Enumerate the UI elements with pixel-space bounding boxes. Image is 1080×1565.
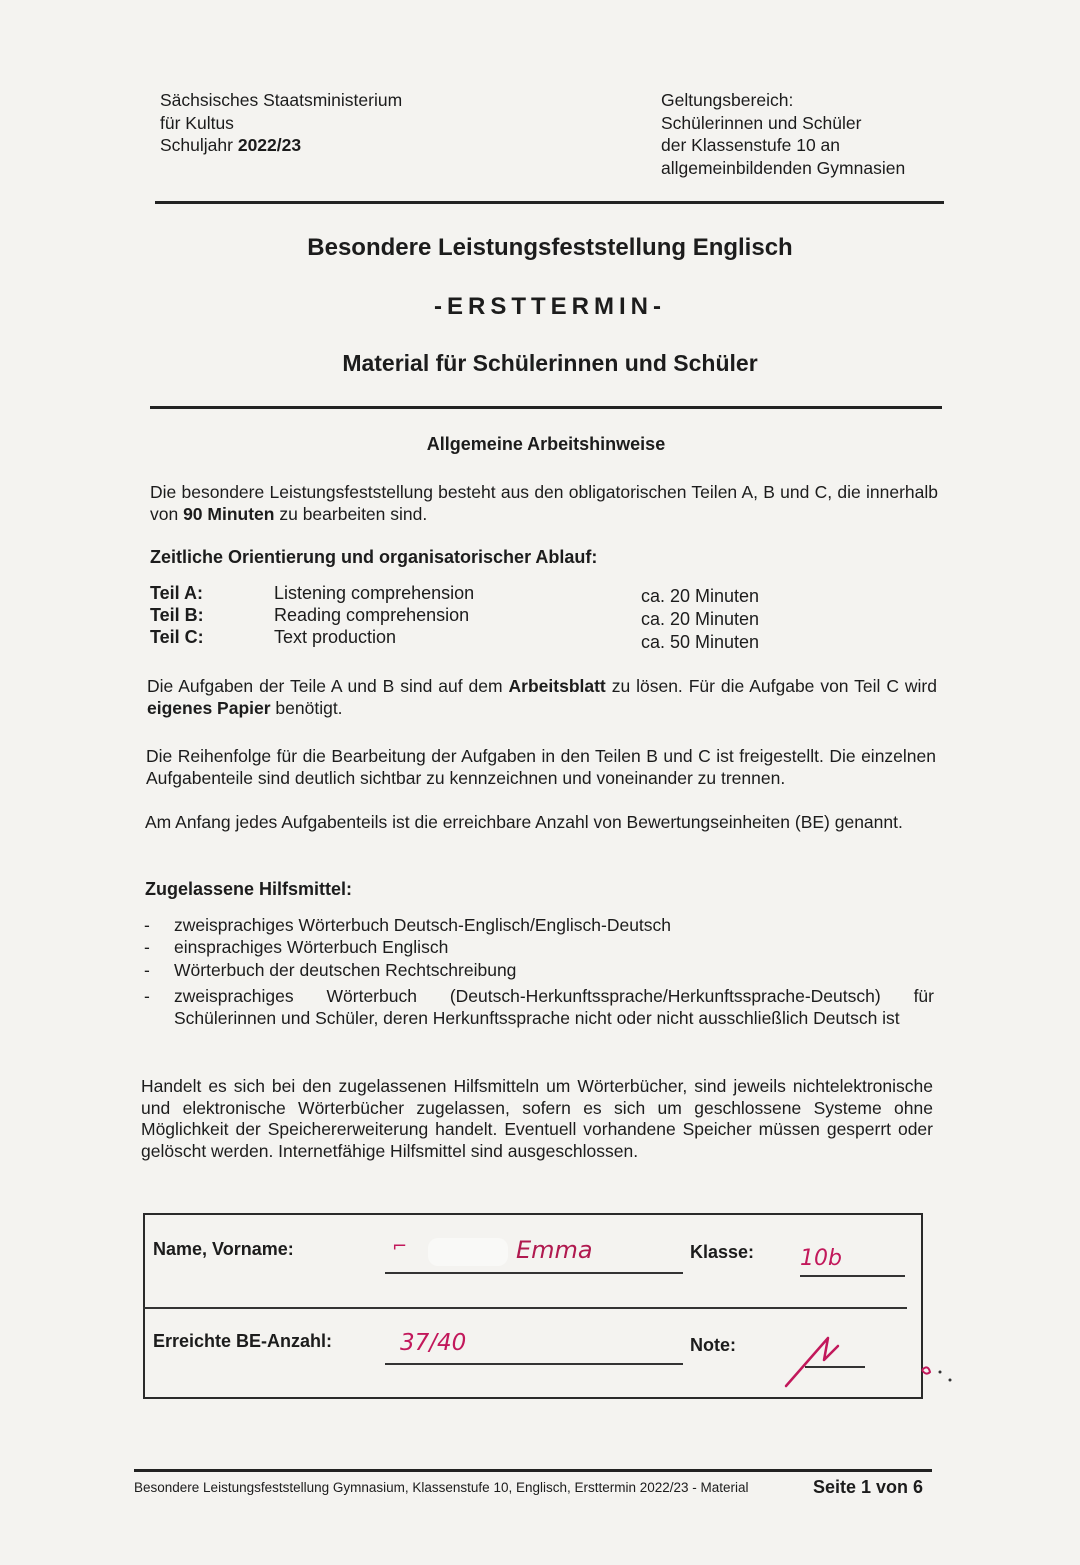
intro-paragraph: [150, 482, 938, 525]
page-number: Seite 1 von 6: [813, 1477, 924, 1497]
score-value[interactable]: 37/40: [400, 1330, 467, 1356]
aid-item-text: Wörterbuch der deutschen Rechtschreibung: [174, 960, 517, 980]
issuer-block: [160, 89, 402, 157]
aid-item: - einsprachiges Wörterbuch Englisch: [144, 937, 449, 957]
aid-item-text: zweisprachiges Wörterbuch Deutsch-Englisch/Englisch-Deutsch: [174, 915, 672, 935]
school-year: [160, 134, 402, 157]
schedule-part: Teil B:: [150, 605, 204, 625]
name-scribble-mark: ⌐: [392, 1236, 408, 1257]
worksheet-bold-1: Arbeitsblatt: [508, 676, 606, 696]
name-value[interactable]: Emma: [516, 1236, 593, 1264]
document-subtitle: Material für Schülerinnen und Schüler: [342, 350, 758, 376]
worksheet-bold-2: eigenes Papier: [147, 697, 271, 718]
worksheet-text-3: benötigt.: [270, 697, 343, 718]
aids-note-paragraph: Handelt es sich bei den zugelassenen Hilfsmitteln um Wörterbücher, sind jeweils nichtelektronische und elektronische Wörterbücher zugelassen, sofern es sich um geschlossene Systeme ohne Möglichkeit der Speichererweiterung handelt. Eventuell vorhandene Speicher müssen gesperrt oder gelöscht werden. Internetfähige Hilfsmittel sind ausgeschlossen.: [141, 1076, 933, 1161]
aid-item: - zweisprachiges Wörterbuch Deutsch-Englisch/Englisch-Deutsch: [144, 915, 672, 935]
instructions-heading: Allgemeine Arbeitshinweise: [426, 434, 666, 454]
schedule-part: Teil C:: [150, 627, 204, 647]
class-underline: [800, 1275, 905, 1277]
term-label: -ERSTTERMIN-: [434, 293, 666, 320]
redaction-mark: [428, 1238, 508, 1266]
schedule-task: Text production: [274, 627, 397, 647]
order-paragraph: Die Reihenfolge für die Bearbeitung der Aufgaben in den Teilen B und C ist freigestellt. Die einzelnen Aufgabenteile sind deutlich sichtbar zu kennzeichnen und voneinander zu trennen.: [146, 746, 936, 788]
aid-item-text: einsprachiges Wörterbuch Englisch: [174, 937, 449, 957]
name-underline: [385, 1272, 683, 1274]
schedule-heading: Zeitliche Orientierung und organisatorischer Ablauf:: [150, 547, 598, 567]
document-title: Besondere Leistungsfeststellung Englisch: [307, 234, 793, 261]
school-year-value: 2022/23: [237, 135, 302, 155]
intro-text-1: Die besondere Leistungsfeststellung besteht aus den obligatorischen Teilen A, B und C, die innerhalb von: [150, 482, 938, 524]
class-value[interactable]: 10b: [800, 1246, 842, 1271]
worksheet-text-2: zu lösen. Für die Aufgabe von Teil C wird: [605, 676, 937, 696]
duration-value: 90 Minuten: [183, 503, 275, 524]
grade-label: Note:: [690, 1335, 736, 1355]
schedule-time: ca. 20 Minuten: [641, 586, 760, 606]
box-divider: [143, 1307, 907, 1309]
worksheet-paragraph: [147, 676, 937, 719]
score-underline: [385, 1363, 683, 1365]
scope-line-2: Schülerinnen und Schüler: [661, 112, 862, 133]
margin-mark: [918, 1360, 958, 1390]
issuer-line-1: Sächsisches Staatsministerium: [160, 90, 403, 110]
be-paragraph: Am Anfang jedes Aufgabenteils ist die erreichbare Anzahl von Bewertungseinheiten (BE) genannt.: [145, 812, 903, 832]
schedule-task: Reading comprehension: [274, 605, 470, 625]
name-label: Name, Vorname:: [153, 1239, 294, 1259]
aids-heading: Zugelassene Hilfsmittel:: [145, 879, 353, 899]
score-label: Erreichte BE-Anzahl:: [153, 1331, 333, 1351]
aid-item: - Wörterbuch der deutschen Rechtschreibung: [144, 960, 517, 980]
footer-divider: [134, 1469, 932, 1472]
aid-item: - zweisprachiges Wörterbuch (Deutsch-Herkunftssprache/Herkunftssprache-Deutsch) für Schülerinnen und Schüler, deren Herkunftssprache nicht oder nicht ausschließlich Deutsch ist: [144, 986, 934, 1028]
schedule-time: ca. 20 Minuten: [641, 609, 760, 629]
schedule-task: Listening comprehension: [274, 583, 475, 603]
intro-text-2: zu bearbeiten sind.: [274, 503, 428, 524]
scope-line-3: der Klassenstufe 10 an: [661, 135, 841, 155]
class-label: Klasse:: [690, 1242, 755, 1262]
schedule-part: Teil A:: [150, 583, 203, 603]
schedule-time: ca. 50 Minuten: [641, 632, 760, 652]
aid-item-text: zweisprachiges Wörterbuch (Deutsch-Herkunftssprache/Herkunftssprache-Deutsch) für Schülerinnen und Schüler, deren Herkunftssprache nicht oder nicht ausschließlich Deutsch ist: [174, 986, 934, 1028]
title-divider: [150, 406, 942, 409]
grade-handwriting: [778, 1320, 878, 1390]
worksheet-text-1: Die Aufgaben der Teile A und B sind auf dem: [147, 676, 509, 696]
header-divider: [155, 201, 944, 204]
school-year-label: Schuljahr: [160, 135, 233, 155]
scope-block: [661, 89, 905, 179]
grade-value[interactable]: [813, 1337, 814, 1338]
scope-line-1: Geltungsbereich:: [661, 90, 794, 110]
scope-line-4: allgemeinbildenden Gymnasien: [661, 157, 906, 178]
issuer-line-2: für Kultus: [160, 112, 234, 133]
footer-text: Besondere Leistungsfeststellung Gymnasium, Klassenstufe 10, Englisch, Ersttermin 2022/23 - Material: [134, 1480, 749, 1495]
